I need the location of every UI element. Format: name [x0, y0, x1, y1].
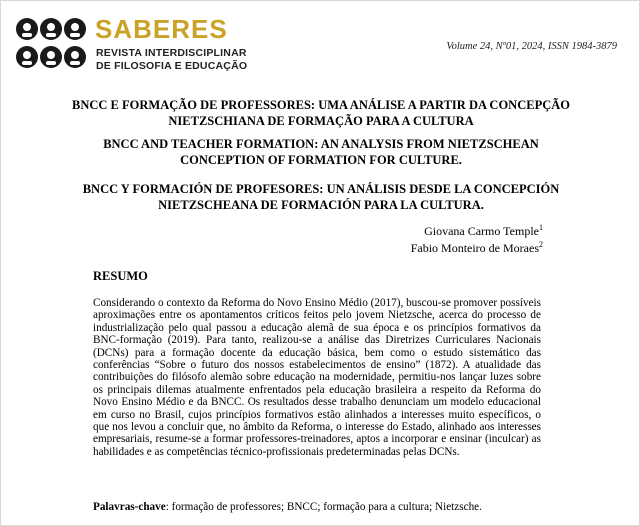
journal-brand: SABERES — [95, 14, 228, 44]
journal-subtitle-line2: DE FILOSOFIA E EDUCAÇÃO — [96, 60, 248, 72]
keywords — [93, 501, 541, 513]
author-1 — [424, 223, 543, 239]
abstract-heading: RESUMO — [93, 269, 148, 283]
journal-header — [13, 11, 629, 75]
author-name: Giovana Carmo Temple — [424, 224, 539, 238]
keywords-label: Palavras-chave — [93, 501, 166, 513]
title-portuguese: BNCC E FORMAÇÃO DE PROFESSORES: UMA ANÁLISE A PARTIR DA CONCEPÇÃO NIETZSCHIANA DE FORMAÇÃO PARA A CULTURA — [72, 98, 570, 128]
author-name: Fabio Monteiro de Moraes — [410, 241, 539, 255]
author-footnote-marker[interactable]: 1 — [539, 223, 543, 232]
title-english: BNCC AND TEACHER FORMATION: AN ANALYSIS FROM NIETZSCHEAN CONCEPTION OF FORMATION FOR CULTURE. — [103, 137, 539, 167]
author-2 — [411, 240, 543, 256]
abstract-text: Considerando o contexto da Reforma do Novo Ensino Médio (2017), buscou-se promover possíveis aproximações entre os apontamentos críticos feitos pelo jovem Nietzsche, acerca do processo de industrialização pelo qual passou a educação alemã de sua época e os princípios formativos da BNC-formação (2019). Para tanto, realizou-se a análise das Diretrizes Curriculares Nacionais (DCNs) para a formação docente da educação básica, bem como o estudo sistemático das conferências “Sobre o futuro dos nossos estabelecimentos de ensino” (1872). A atualidade das contribuições do filósofo alemão sobre educação na modernidade, permitiu-nos lançar luzes sobre os principais dilemas atualmente enfrentados pela educação brasileira a respeito da Reforma do Novo Ensino Médio e da BNCC. Os resultados desse trabalho denunciam um modelo educacional em curso no Brasil, cujos princípios formativos estão alinhados a interesses muito específicos, o que nos levou a concluir que, no âmbito da Reforma, o interesse do Estado, alinhado aos interesses empresariais, resume-se a formar professores-treinadores, aptos a incorporar e ensinar (inculcar) as habilidades e as competências técnico-profissionais predeterminadas pelas DCNs. — [93, 297, 541, 458]
author-footnote-marker[interactable]: 2 — [539, 240, 543, 249]
keywords-text: : formação de professores; BNCC; formação para a cultura; Nietzsche. — [165, 501, 482, 513]
journal-subtitle-line1: REVISTA INTERDISCIPLINAR — [96, 47, 247, 59]
title-spanish: BNCC Y FORMACIÓN DE PROFESORES: UN ANÁLISIS DESDE LA CONCEPCIÓN NIETZSCHEANA DE FORMACIÓN PARA LA CULTURA. — [82, 182, 560, 212]
journal-logo-icon — [15, 15, 87, 73]
issue-info: Volume 24, Nº01, 2024, ISSN 1984-3879 — [446, 41, 617, 52]
